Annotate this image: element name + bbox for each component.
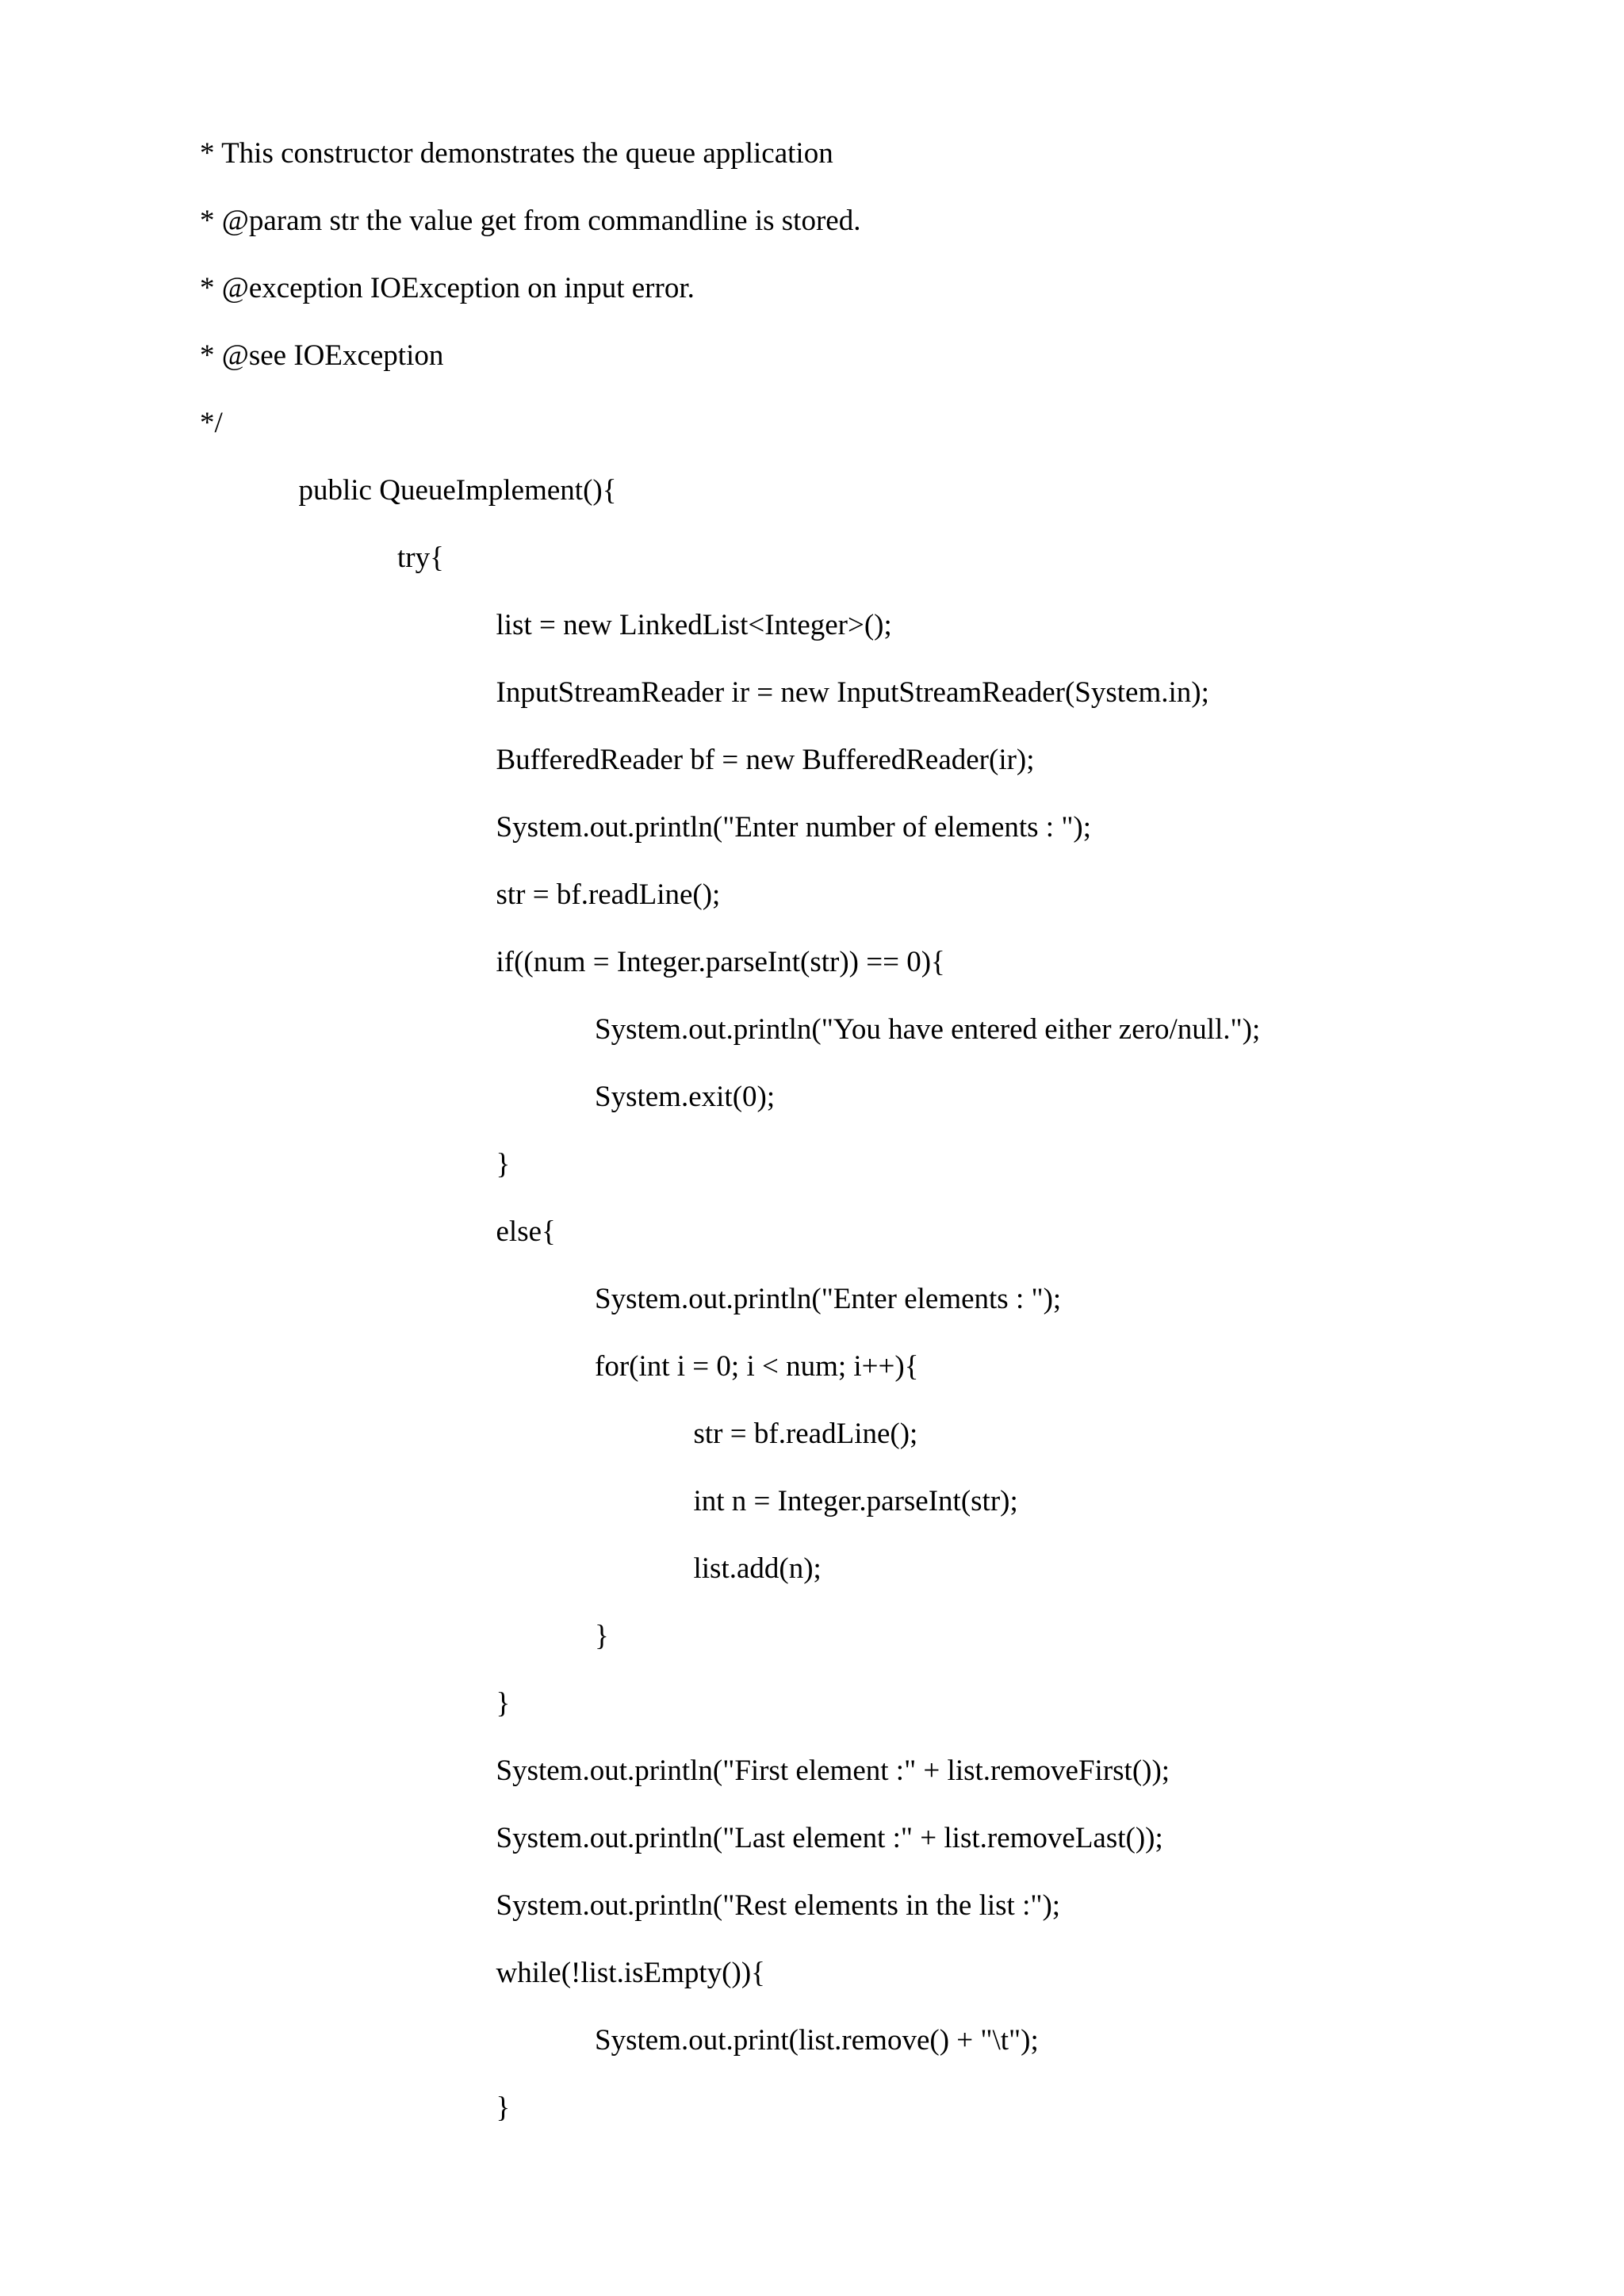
code-line: else{ — [496, 1215, 556, 1248]
code-line: try{ — [397, 541, 444, 574]
code-line: if((num = Integer.parseInt(str)) == 0){ — [496, 946, 945, 978]
code-line: * @exception IOException on input error. — [200, 272, 695, 304]
code-line: System.out.println("Rest elements in the list :"); — [496, 1889, 1061, 1922]
code-line: InputStreamReader ir = new InputStreamReader(System.in); — [496, 676, 1209, 709]
code-line: while(!list.isEmpty()){ — [496, 1957, 765, 1989]
code-line: */ — [200, 407, 223, 439]
code-line: * @see IOException — [200, 339, 444, 372]
code-line: public QueueImplement(){ — [298, 474, 617, 507]
code-line: list = new LinkedList<Integer>(); — [496, 609, 892, 641]
code-line: list.add(n); — [693, 1552, 822, 1585]
code-line: System.out.println("You have entered either zero/null."); — [595, 1013, 1261, 1046]
code-line: BufferedReader bf = new BufferedReader(ir); — [496, 744, 1035, 776]
code-line: System.out.println("Last element :" + list.removeLast()); — [496, 1822, 1163, 1854]
code-line: } — [595, 1620, 609, 1652]
code-line: str = bf.readLine(); — [496, 878, 721, 911]
code-line: System.out.println("Enter number of elements : "); — [496, 811, 1092, 844]
code-line: * @param str the value get from commandline is stored. — [200, 205, 861, 237]
code-line: for(int i = 0; i < num; i++){ — [595, 1350, 919, 1383]
code-line: System.out.print(list.remove() + "\t"); — [595, 2024, 1039, 2057]
code-line: * This constructor demonstrates the queue application — [200, 137, 833, 170]
code-line: } — [496, 1687, 511, 1720]
code-line: int n = Integer.parseInt(str); — [693, 1485, 1018, 1517]
code-line: System.exit(0); — [595, 1081, 776, 1113]
code-line: } — [496, 2091, 511, 2124]
code-line: System.out.println("Enter elements : "); — [595, 1283, 1062, 1315]
code-line: } — [496, 1148, 511, 1181]
code-line: str = bf.readLine(); — [693, 1418, 918, 1450]
code-line: System.out.println("First element :" + list.removeFirst()); — [496, 1755, 1170, 1787]
